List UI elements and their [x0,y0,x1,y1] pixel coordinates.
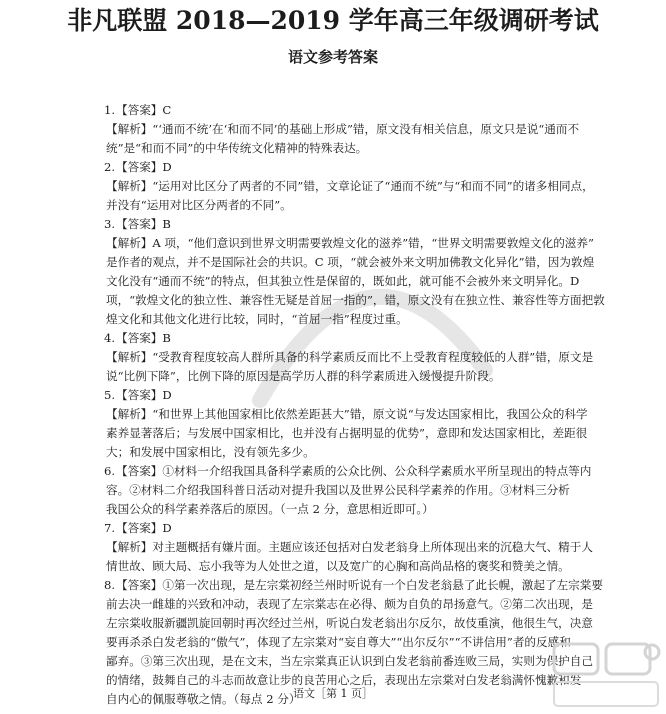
answer-key-line [106,215,558,234]
explanation-line: 【解析】“运用对比区分了两者的不同”错，文章论证了“通而不统”与“和而不同”的诸多相同点， [106,179,594,193]
explanation-line: 文化没有“通而不统”的特点，但其独立性是保留的，既如此，就可能不会被外来文明异化。D [106,274,580,288]
question-number: 4. [104,331,116,345]
explanation-line: 左宗棠收服新疆凯旋回朝时再次经过兰州，听说白发老翁出尔反尔，故伎重演，他很生气，决意 [106,616,593,630]
answer-text: 【答案】D [116,160,172,174]
explanation-line: 是作者的观点，并不是国际社会的共识。C 项，“就会被外来文明加佛教文化异化”错，因为敦煌 [106,255,595,269]
explanation-line: 说“比例下降”，比例下降的原因是高学历人群的科学素质进入缓慢提升阶段。 [106,369,501,383]
explanation-line: 要再杀杀白发老翁的“傲气”，体现了左宗棠对“妄自尊大”“出尔反尔”“不讲信用”者的反感和 [106,635,571,649]
question-number: 3. [104,217,116,231]
page-title: 非凡联盟 2018—2019 学年高三年级调研考试 [67,6,599,35]
question-number: 2. [104,160,116,174]
answer-key-line [104,576,603,595]
question-number: 5. [104,388,116,402]
explanation-line: 煌文化和其他文化进行比较，同时，“首屈一指”程度过重。 [106,312,408,326]
question-number: 6. [104,464,116,478]
answer-item [104,329,594,386]
explanation-line: 【解析】“和世界上其他国家相比依然差距甚大”错，原文说“与发达国家相比，我国公众的科学 [106,407,588,421]
answer-key-line [106,158,558,177]
explanation-line: 项，“敦煌文化的独立性、兼容性无疑是首屈一指的”，错，原文没有在独立性、兼容性等方面把敦 [106,293,605,307]
explanation-line: 素养显著落后；与发展中国家相比，也并没有占据明显的优势”，意即和发达国家相比，差距很 [106,426,588,440]
explanation-line: 【解析】对主题概括有嫌片面。主题应该还包括对白发老翁身上所体现出来的沉稳大气、精于人 [106,540,593,554]
answer-item [104,215,605,329]
explanation-line: 并没有“运用对比区分两者的不同”。 [106,198,292,212]
explanation-line: 统”是“和而不同”的中华传统文化精神的特殊表达。 [106,141,368,155]
answer-item [104,462,592,519]
answer-item [104,158,594,215]
answer-text: 【答案】C [116,103,172,117]
explanation-line: 容。②材料二介绍我国科普日活动对提升我国以及世界公民科学素养的作用。③材料三分析 [106,483,570,497]
answer-text: 【答案】①材料一介绍我国具备科学素质的公众比例、公众科学素质水平所呈现出的特点等内 [116,464,592,478]
explanation-line: 【解析】A 项，“他们意识到世界文明需要敦煌文化的滋养”错，“世界文明需要敦煌文化的滋养” [106,236,594,250]
answer-key-line [104,462,592,481]
answer-key-line [106,519,558,538]
page-number: 语文［第 1 页］ [293,687,373,700]
answer-text: 【答案】D [116,388,172,402]
explanation-line: 【解析】“受教育程度较高人群所具备的科学素质反而比不上受教育程度较低的人群”错，原文是 [106,350,594,364]
answer-text: 【答案】①第一次出现，是左宗棠初经兰州时听说有一个白发老翁悬了此长幌，激起了左宗棠要 [116,578,603,592]
explanation-line: 情世故、顾大局、忘小我等为人处世之道，以及宽广的心胸和高尚品格的褒奖和赞美之情。 [106,559,570,573]
question-number: 1. [104,103,116,117]
answer-text: 【答案】B [116,217,171,231]
answer-text: 【答案】B [116,331,171,345]
answer-text: 【答案】D [116,521,172,535]
answer-key-line [106,329,558,348]
question-number: 7. [104,521,116,535]
answer-key-line [106,386,558,405]
question-number: 8. [104,578,116,592]
explanation-line: 的情绪，鼓舞自己的斗志而故意让步的良苦用心之后，表现出左宗棠对白发老翁满怀愧歉和发 [106,673,582,687]
explanation-line: 前去决一雌雄的兴致和冲动，表现了左宗棠志在必得、颇为自负的昂扬意气。②第二次出现，是 [106,597,593,611]
page-subtitle: 语文参考答案 [287,48,378,66]
answer-item [104,519,593,576]
answer-key-line [106,101,558,120]
answer-item [104,101,580,158]
explanation-line: 大；和发展中国家相比，没有领先多少。 [106,445,315,459]
explanation-line: 我国公众的科学素养落后的原因。（一点 2 分，意思相近即可。） [106,502,434,516]
explanation-line: 鄙弃。③第三次出现，是在文末，当左宗棠真正认识到白发老翁前番连败三局，实则为保护自己 [106,654,593,668]
explanation-line: 自内心的佩服尊敬之情。（每点 2 分） [106,692,301,706]
explanation-line: 【解析】“‘通而不统’在‘和而不同’的基础上形成”错，原文没有相关信息，原文只是说“通而不 [106,122,580,136]
answer-list [104,101,605,709]
answer-item [104,386,588,462]
